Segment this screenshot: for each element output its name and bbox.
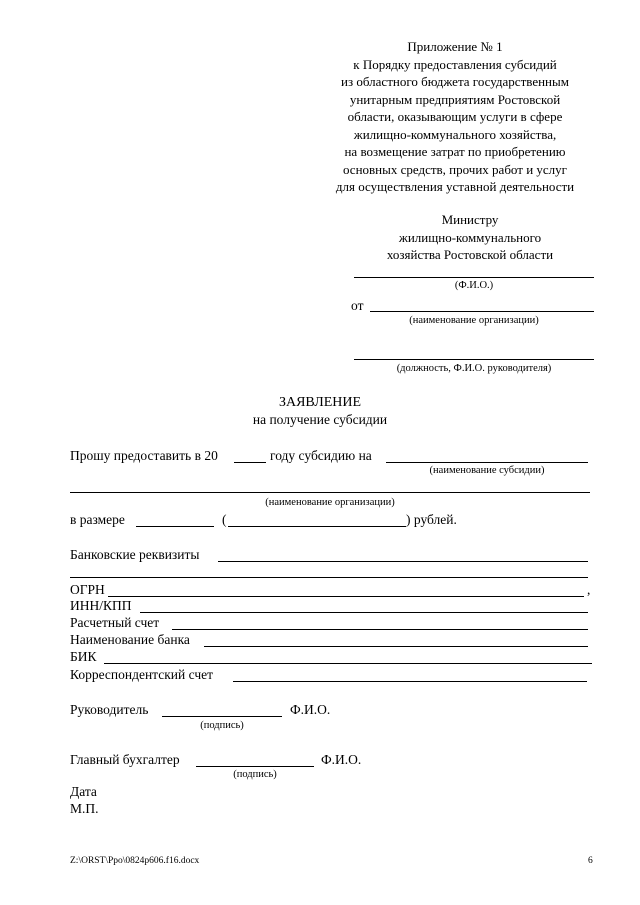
corr-account-label: Корреспондентский счет [70,667,214,682]
account-label: Расчетный счет [70,615,160,630]
request-text-2: году субсидию на [270,448,372,463]
accountant-signature-line[interactable] [196,766,314,767]
accountant-signature-caption: (подпись) [233,769,277,780]
head-signature-caption: (подпись) [200,720,244,731]
position-line[interactable] [354,359,594,360]
ogrn-field[interactable] [108,596,584,597]
amount-open-paren: ( [222,512,227,527]
account-field[interactable] [172,629,588,630]
organization-line[interactable] [70,492,590,493]
corr-account-field[interactable] [233,681,587,682]
page-number: 6 [588,856,593,866]
appendix-line: области, оказывающим услуги в сфере [347,109,563,124]
appendix-line: на возмещение затрат по приобретению [344,144,566,159]
bank-name-label: Наименование банка [70,632,190,647]
bik-label: БИК [70,649,97,664]
appendix-line: унитарным предприятиям Ростовской [349,91,561,107]
appendix-line: к Порядку предоставления субсидий [353,56,557,72]
appendix-line: основных средств, прочих работ и услуг [342,161,567,177]
accountant-label: Главный бухгалтер [70,752,180,767]
ogrn-comma: , [587,582,591,597]
accountant-fio: Ф.И.О. [321,752,362,767]
fio-line[interactable] [354,277,594,278]
bank-details-line-1[interactable] [218,561,588,562]
inn-kpp-label: ИНН/КПП [70,598,132,613]
inn-kpp-field[interactable] [140,612,588,613]
org-caption: (наименование организации) [409,315,539,326]
file-path: Z:\ORST\Ppo\0824p606.f16.docx [70,856,200,866]
appendix-line: из областного бюджета государственным [341,74,569,89]
organization-caption: (наименование организации) [265,497,395,508]
year-blank[interactable] [234,462,266,463]
amount-number-line[interactable] [136,526,214,527]
addressee-line: хозяйства Ростовской области [386,247,554,262]
head-signature-line[interactable] [162,716,282,717]
bank-details-label: Банковские реквизиты [70,547,200,562]
from-org-line[interactable] [370,311,594,312]
amount-label: в размере [70,512,125,527]
head-label: Руководитель [70,702,149,717]
appendix-line: жилищно-коммунального хозяйства, [353,126,557,142]
amount-words-line[interactable] [228,526,406,527]
document-subtitle: на получение субсидии [252,412,388,427]
fio-caption: (Ф.И.О.) [454,280,494,291]
addressee-block [330,211,610,264]
date-label: Дата [70,784,97,799]
ogrn-label: ОГРН [70,582,105,597]
position-caption: (должность, Ф.И.О. руководителя) [396,363,552,374]
bik-field[interactable] [104,663,592,664]
subsidy-caption: (наименование субсидии) [429,465,545,476]
document-title: ЗАЯВЛЕНИЕ [278,395,362,410]
addressee-line: жилищно-коммунального [398,229,542,245]
appendix-line: для осуществления уставной деятельности [335,179,575,194]
from-label: от [351,298,364,313]
request-text-1: Прошу предоставить в 20 [70,448,218,463]
subsidy-name-line[interactable] [386,462,588,463]
stamp-label: М.П. [70,801,99,816]
bank-details-line-2[interactable] [70,577,588,578]
head-fio: Ф.И.О. [290,702,331,717]
bank-name-field[interactable] [204,646,588,647]
appendix-header [315,38,595,196]
appendix-line: Приложение № 1 [407,39,503,54]
addressee-line: Министру [441,212,499,227]
amount-close: ) рублей. [406,512,457,527]
